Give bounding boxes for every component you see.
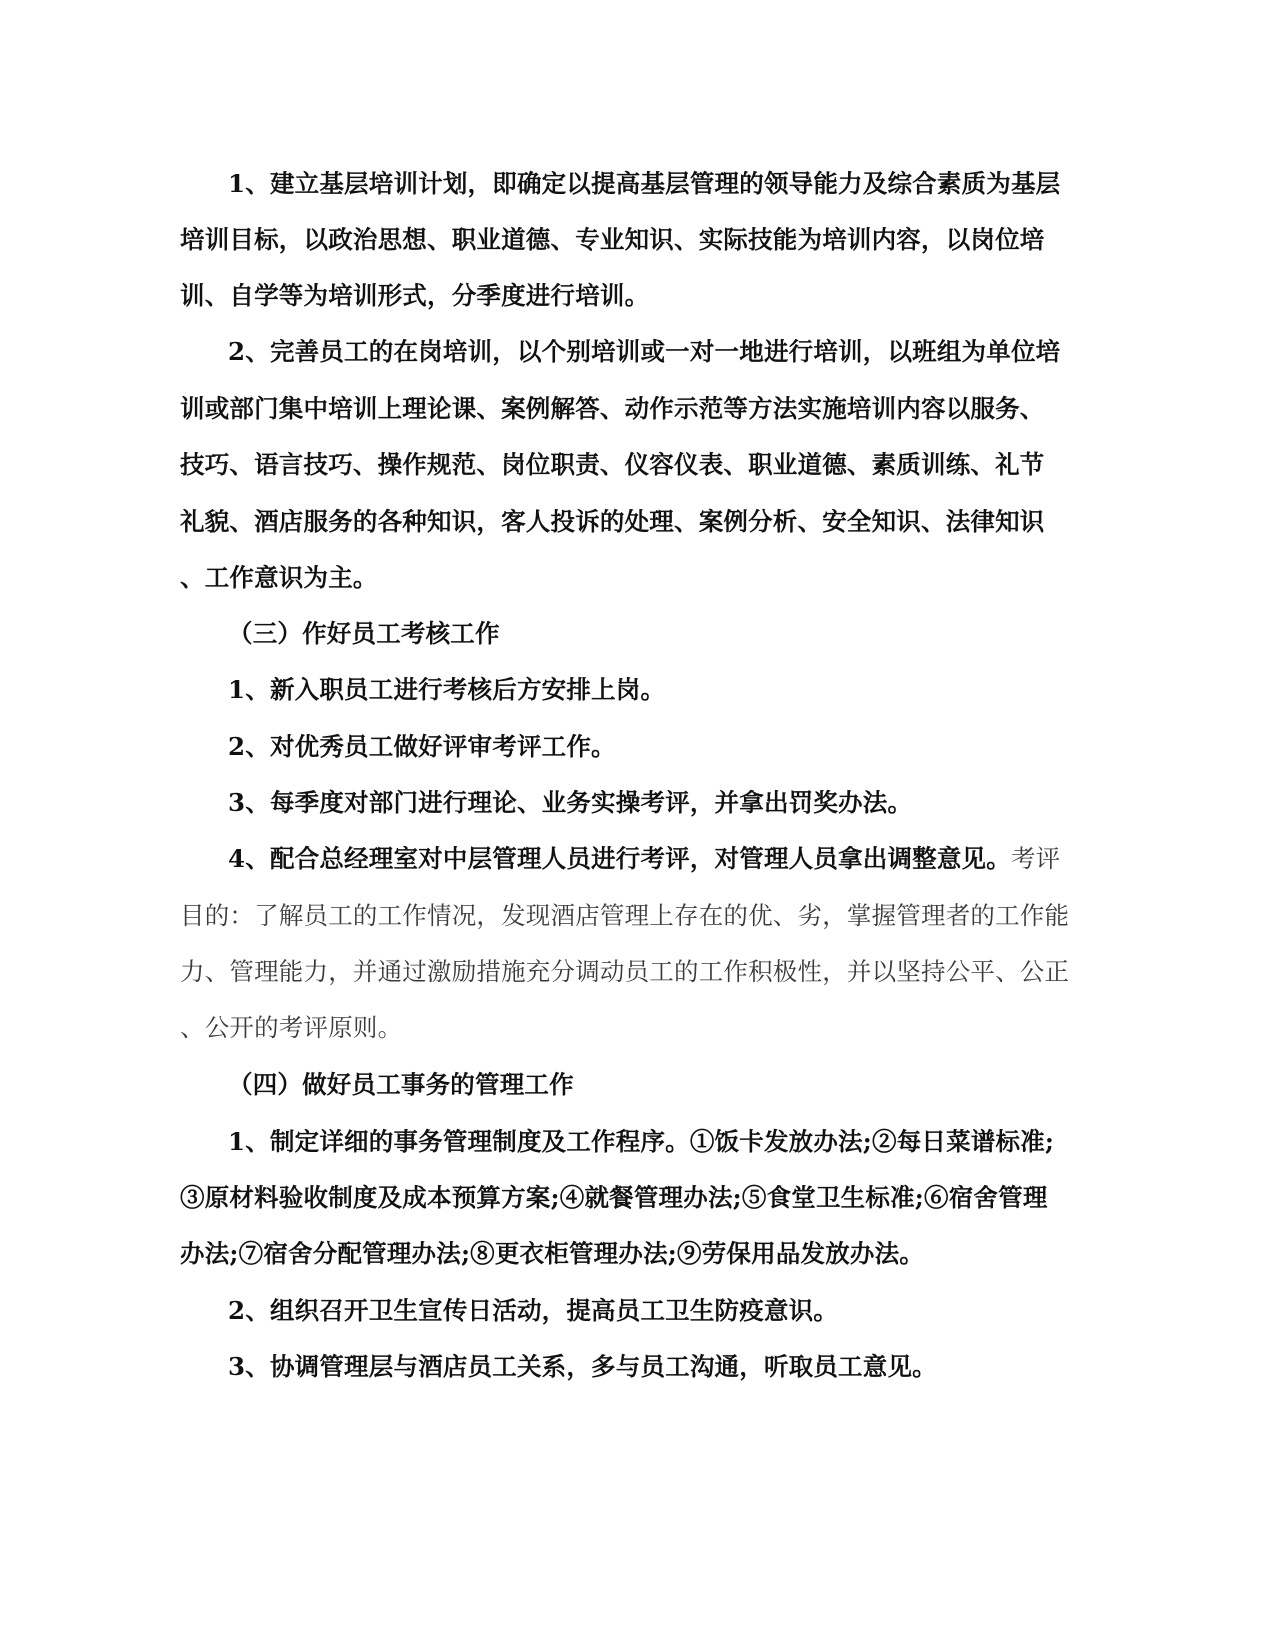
assessment-purpose-start: 考评 — [1010, 844, 1061, 873]
assessment-item-4-text: 4、配合总经理室对中层管理人员进行考评，对管理人员拿出调整意见。 — [228, 844, 1011, 873]
section-heading-3: （三）作好员工考核工作 — [228, 619, 500, 648]
paragraph-2-line-4: 礼貌、酒店服务的各种知识，客人投诉的处理、案例分析、安全知识、法律知识 — [180, 507, 1045, 536]
assessment-purpose-line-3: 力、管理能力，并通过激励措施充分调动员工的工作积极性，并以坚持公平、公正 — [180, 957, 1070, 986]
assessment-item-1: 1、新入职员工进行考核后方安排上岗。 — [228, 675, 666, 704]
assessment-purpose-line-4: 、公开的考评原则。 — [180, 1013, 403, 1042]
assessment-item-2: 2、对优秀员工做好评审考评工作。 — [228, 732, 616, 761]
paragraph-2-line-1: 2、完善员工的在岗培训，以个别培训或一对一地进行培训，以班组为单位培 — [228, 337, 1061, 366]
assessment-item-3: 3、每季度对部门进行理论、业务实操考评，并拿出罚奖办法。 — [228, 788, 913, 817]
affairs-item-2: 2、组织召开卫生宣传日活动，提高员工卫生防疫意识。 — [228, 1296, 839, 1325]
paragraph-2-line-3: 技巧、语言技巧、操作规范、岗位职责、仪容仪表、职业道德、素质训练、礼节 — [180, 450, 1045, 479]
paragraph-2-line-5: 、工作意识为主。 — [180, 563, 378, 592]
paragraph-2-line-2: 训或部门集中培训上理论课、案例解答、动作示范等方法实施培训内容以服务、 — [180, 394, 1045, 423]
affairs-item-3: 3、协调管理层与酒店员工关系，多与员工沟通，听取员工意见。 — [228, 1352, 937, 1381]
paragraph-1-line-2: 培训目标，以政治思想、职业道德、专业知识、实际技能为培训内容，以岗位培 — [180, 225, 1045, 254]
assessment-purpose-line-2: 目的：了解员工的工作情况，发现酒店管理上存在的优、劣，掌握管理者的工作能 — [180, 901, 1070, 930]
section-heading-4: （四）做好员工事务的管理工作 — [228, 1070, 574, 1099]
paragraph-1-line-1: 1、建立基层培训计划，即确定以提高基层管理的领导能力及综合素质为基层 — [228, 169, 1061, 198]
affairs-item-1-line-1: 1、制定详细的事务管理制度及工作程序。①饭卡发放办法;②每日菜谱标准; — [228, 1127, 1055, 1156]
affairs-item-1-line-2: ③原材料验收制度及成本预算方案;④就餐管理办法;⑤食堂卫生标准;⑥宿舍管理 — [180, 1183, 1048, 1212]
paragraph-1-line-3: 训、自学等为培训形式，分季度进行培训。 — [180, 281, 650, 310]
assessment-item-4 — [228, 843, 1060, 875]
affairs-item-1-line-3: 办法;⑦宿舍分配管理办法;⑧更衣柜管理办法;⑨劳保用品发放办法。 — [180, 1239, 925, 1268]
